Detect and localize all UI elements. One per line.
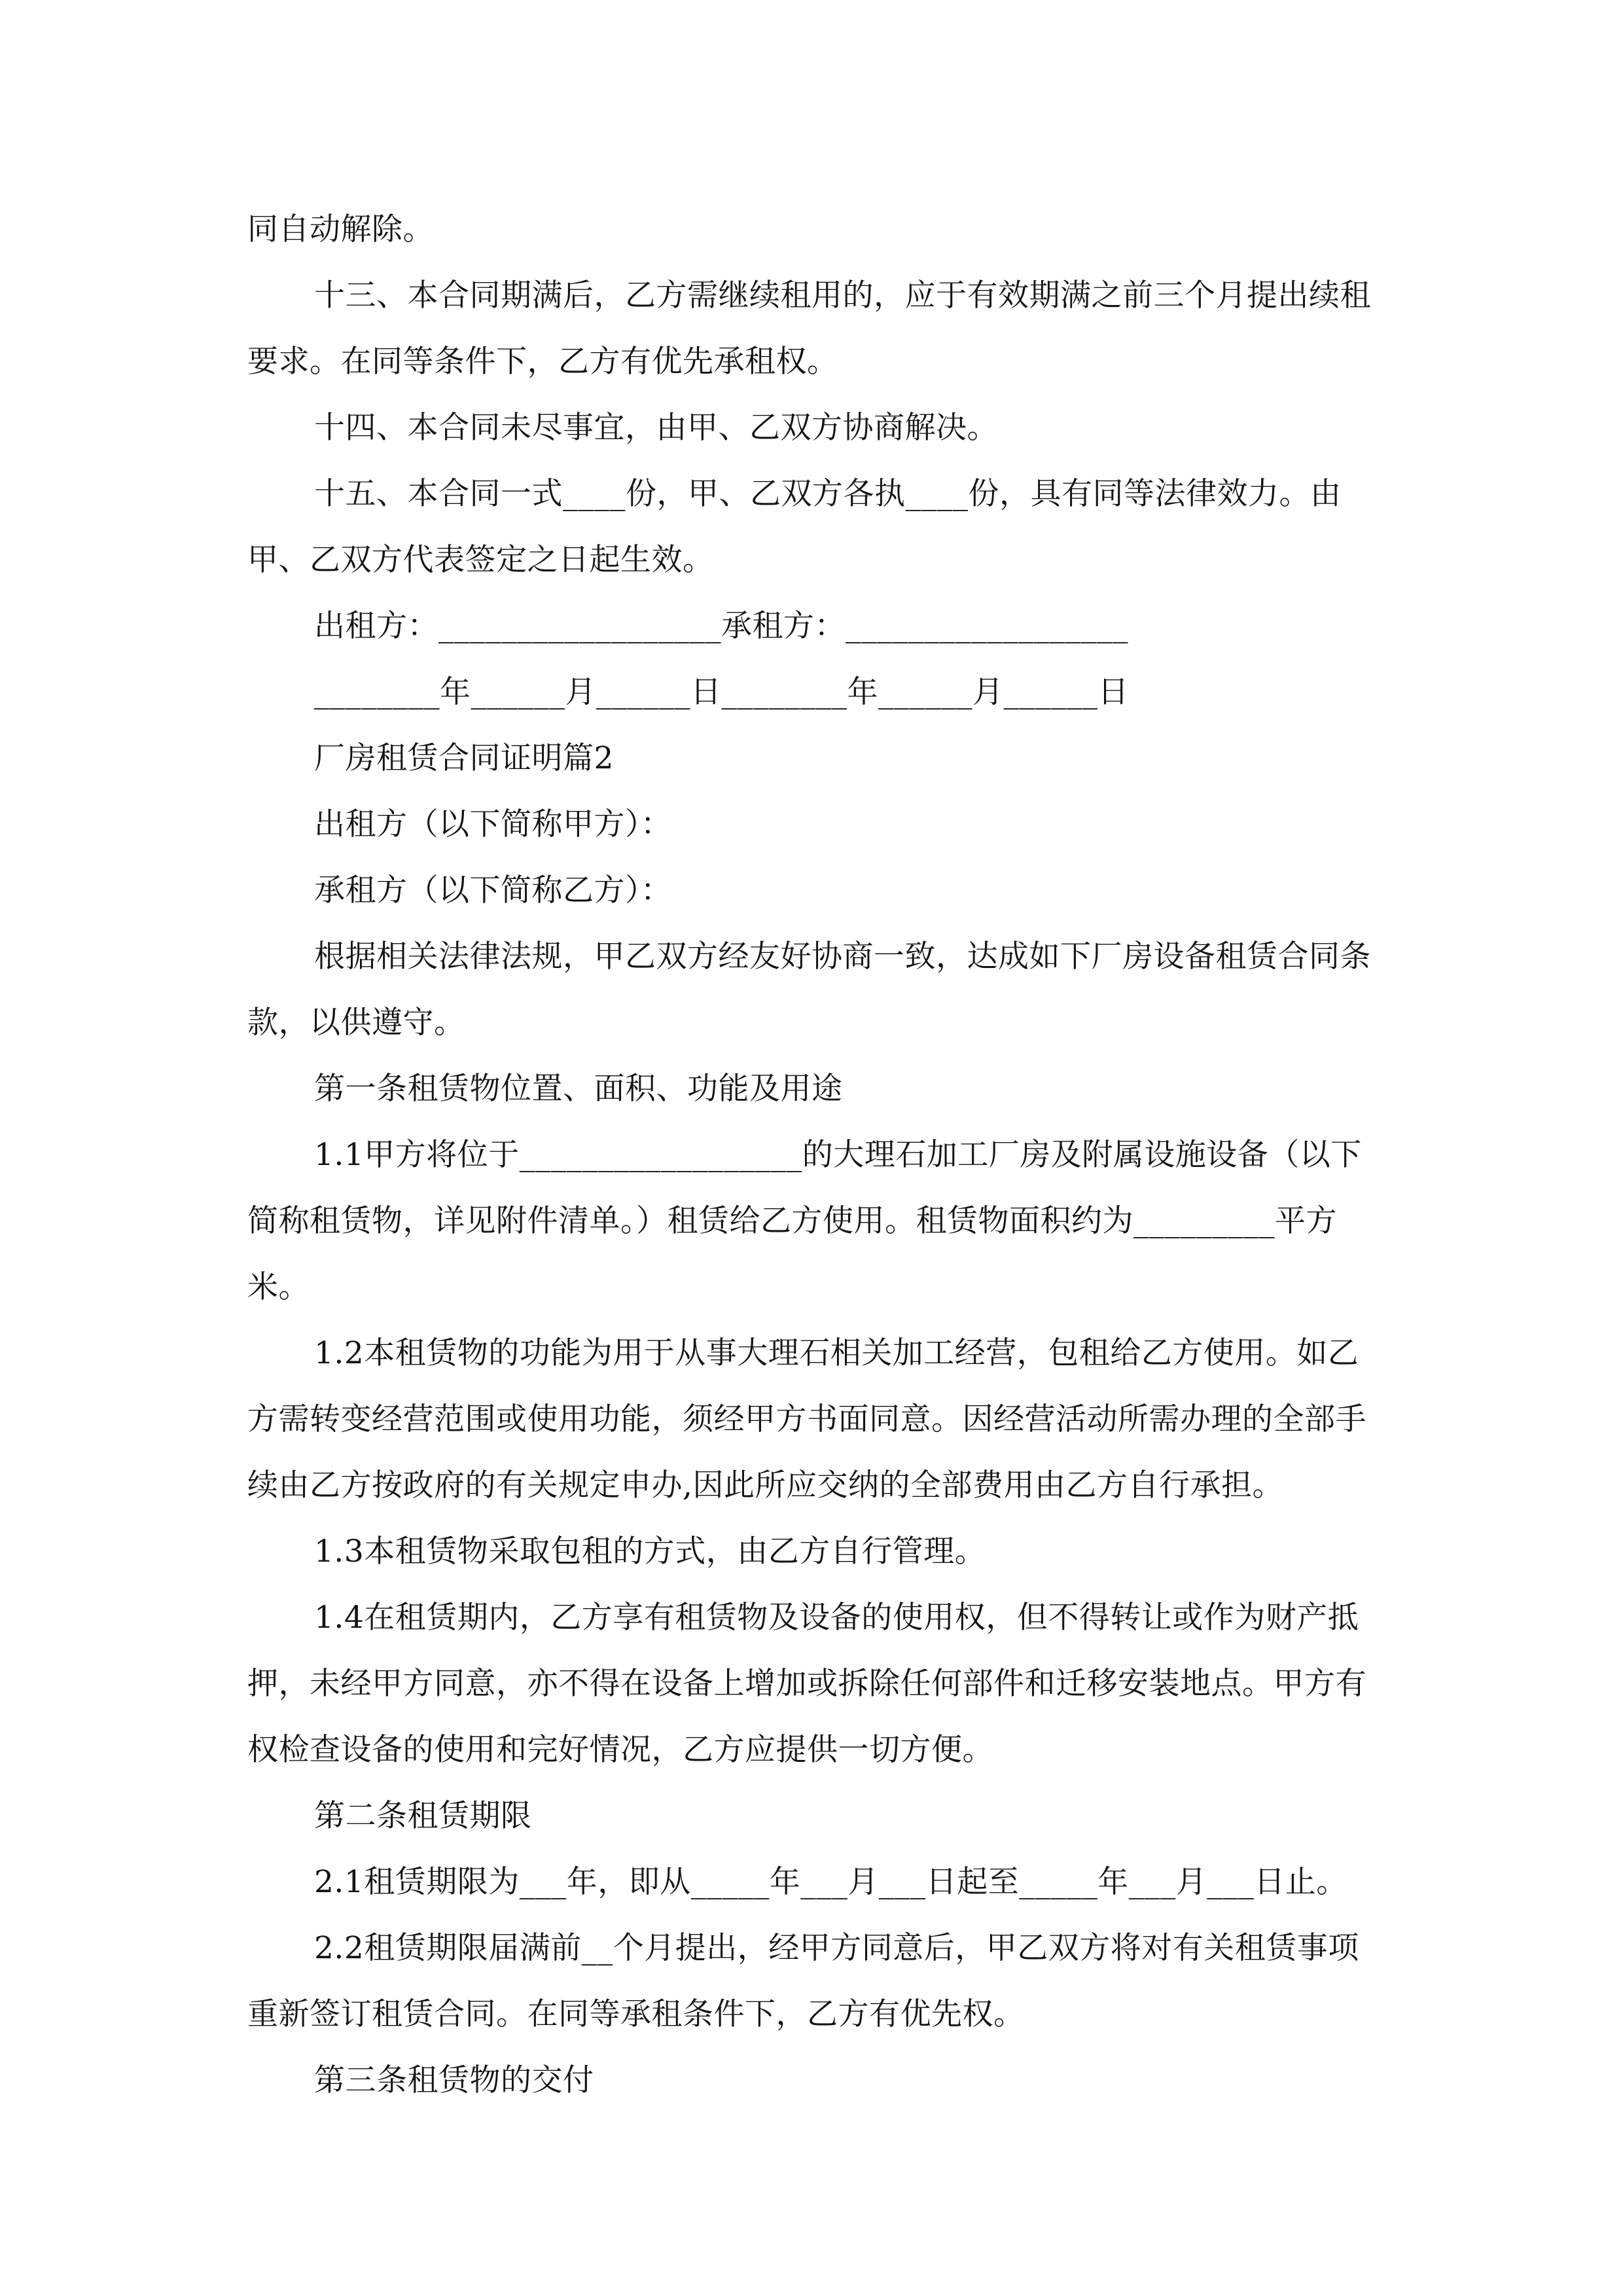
article-2-heading: 第二条租赁期限 [314, 1798, 532, 1834]
article-3-heading: 第三条租赁物的交付 [314, 2062, 594, 2098]
clause-1-1: 1.1甲方将位于__________________的大理石加工厂房及附属设施设备（以下简称租赁物，详见附件清单。）租赁给乙方使用。租赁物面积约为_________平方米。 [247, 1137, 1362, 1305]
clause-14-negotiation: 十四、本合同未尽事宜，由甲、乙双方协商解决。 [314, 410, 998, 446]
clause-2-2: 2.2租赁期限届满前__个月提出，经甲方同意后，甲乙双方将对有关租赁事项重新签订租赁合同。在同等承租条件下，乙方有优先权。 [247, 1930, 1359, 2032]
clause-15-copies: 十五、本合同一式____份，甲、乙双方各执____份，具有同等法律效力。由甲、乙双方代表签定之日起生效。 [247, 476, 1342, 578]
clause-2-1: 2.1租赁期限为___年，即从_____年___月___日起至_____年___月___日止。 [314, 1864, 1347, 1900]
lessee-line: 承租方（以下简称乙方）： [314, 872, 672, 908]
document-body [247, 196, 1386, 2113]
article-1-heading: 第一条租赁物位置、面积、功能及用途 [314, 1071, 843, 1107]
signature-line-dates: ________年______月______日________年______月______日 [314, 674, 1129, 710]
clause-1-3: 1.3本租赁物采取包租的方式，由乙方自行管理。 [314, 1534, 986, 1570]
lessor-line: 出租方（以下简称甲方）： [314, 806, 672, 842]
clause-13-renewal: 十三、本合同期满后，乙方需继续租用的，应于有效期满之前三个月提出续租要求。在同等条件下，乙方有优先承租权。 [247, 278, 1371, 380]
preamble-paragraph: 根据相关法律法规，甲乙双方经友好协商一致，达成如下厂房设备租赁合同条款，以供遵守。 [247, 939, 1371, 1041]
clause-1-2: 1.2本租赁物的功能为用于从事大理石相关加工经营，包租给乙方使用。如乙方需转变经营范围或使用功能，须经甲方书面同意。因经营活动所需办理的全部手续由乙方按政府的有关规定申办,因此所应交纳的全部费用由乙方自行承担。 [247, 1335, 1366, 1503]
signature-line-parties: 出租方：__________________承租方：__________________ [314, 608, 1128, 644]
paragraph-contract-termination: 同自动解除。 [247, 211, 434, 247]
clause-1-4: 1.4在租赁期内，乙方享有租赁物及设备的使用权，但不得转让或作为财产抵押，未经甲方同意，亦不得在设备上增加或拆除任何部件和迁移安装地点。甲方有权检查设备的使用和完好情况，乙方应提供一切方便。 [247, 1600, 1366, 1768]
section-title-part-2: 厂房租赁合同证明篇2 [314, 740, 614, 776]
